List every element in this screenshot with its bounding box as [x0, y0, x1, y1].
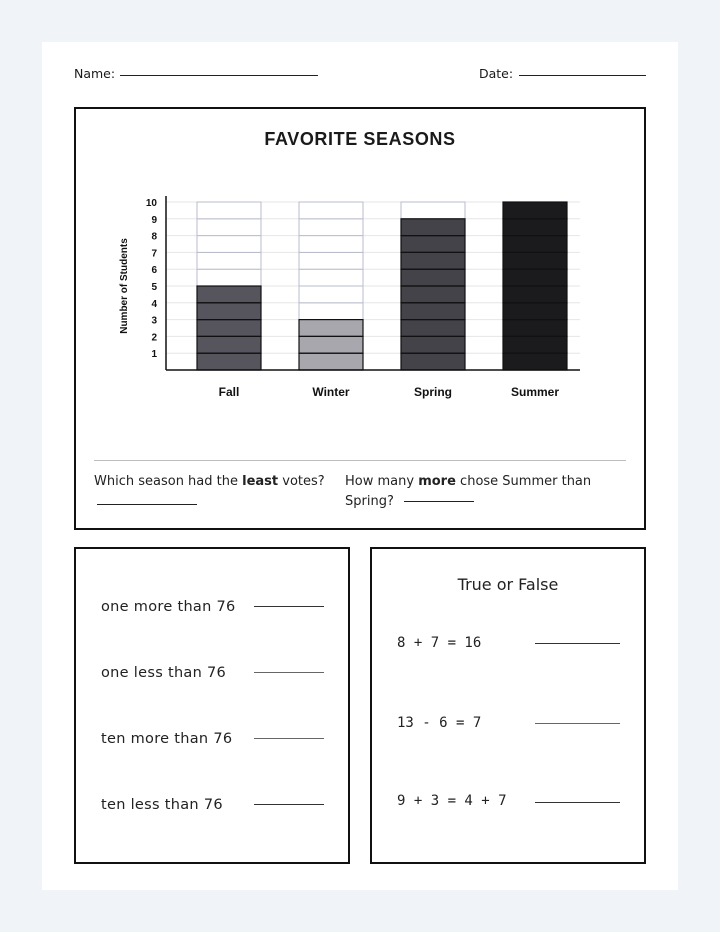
date-label: Date:: [479, 66, 514, 81]
bar-fall: [197, 286, 261, 370]
true-false-section: [370, 547, 646, 864]
answer-line-eq-3[interactable]: [535, 802, 620, 803]
y-tick-label: 6: [151, 265, 157, 277]
equation-2: 13 - 6 = 7: [397, 715, 482, 731]
bar-winter: [299, 320, 363, 370]
empty-cell: [197, 252, 261, 269]
answer-line-least[interactable]: [97, 504, 197, 505]
y-tick-label: 10: [145, 198, 157, 209]
prompt-one-less: one less than 76: [101, 665, 227, 681]
empty-cell: [197, 219, 261, 236]
empty-cell: [299, 286, 363, 303]
bar-spring: [401, 219, 465, 370]
question-least: Which season had the least votes?: [94, 474, 325, 489]
y-axis-title: Number of Students: [119, 238, 130, 334]
y-tick-label: 2: [151, 332, 157, 344]
number-section: [74, 547, 350, 864]
answer-line-one-less[interactable]: [254, 672, 324, 673]
x-tick-label: Summer: [510, 385, 560, 399]
prompt-ten-less: ten less than 76: [101, 797, 223, 813]
empty-cell: [299, 219, 363, 236]
x-tick-label: Spring: [414, 385, 452, 399]
equation-3: 9 + 3 = 4 + 7: [397, 793, 507, 809]
empty-cell: [299, 303, 363, 320]
name-field[interactable]: [120, 75, 318, 76]
answer-line-one-more[interactable]: [254, 606, 324, 607]
empty-cell: [401, 202, 465, 219]
y-tick-label: 9: [151, 214, 157, 226]
y-tick-label: 4: [151, 298, 157, 310]
empty-cell: [197, 236, 261, 253]
question-more: How many more chose Summer than Spring?: [345, 474, 592, 509]
y-tick-label: 5: [151, 282, 157, 293]
true-false-title: True or False: [457, 575, 559, 594]
empty-cell: [299, 252, 363, 269]
empty-cell: [299, 236, 363, 253]
bar-chart: [76, 109, 644, 439]
answer-line-eq-2[interactable]: [535, 723, 620, 724]
x-tick-label: Fall: [218, 385, 240, 399]
prompt-ten-more: ten more than 76: [101, 731, 233, 747]
answer-line-more[interactable]: [404, 501, 474, 502]
chart-title: FAVORITE SEASONS: [264, 129, 456, 149]
divider: [94, 460, 626, 461]
empty-cell: [197, 202, 261, 219]
date-field[interactable]: [519, 75, 646, 76]
x-tick-label: Winter: [312, 385, 350, 399]
equation-1: 8 + 7 = 16: [397, 635, 482, 651]
prompt-one-more: one more than 76: [101, 599, 236, 615]
answer-line-eq-1[interactable]: [535, 643, 620, 644]
y-tick-label: 1: [151, 349, 157, 361]
y-tick-label: 3: [151, 315, 157, 327]
empty-cell: [299, 202, 363, 219]
empty-cell: [197, 269, 261, 286]
empty-cell: [299, 269, 363, 286]
y-tick-label: 7: [151, 248, 157, 260]
answer-line-ten-less[interactable]: [254, 804, 324, 805]
chart-section: [74, 107, 646, 530]
name-label: Name:: [74, 66, 116, 81]
y-tick-label: 8: [151, 231, 157, 243]
answer-line-ten-more[interactable]: [254, 738, 324, 739]
